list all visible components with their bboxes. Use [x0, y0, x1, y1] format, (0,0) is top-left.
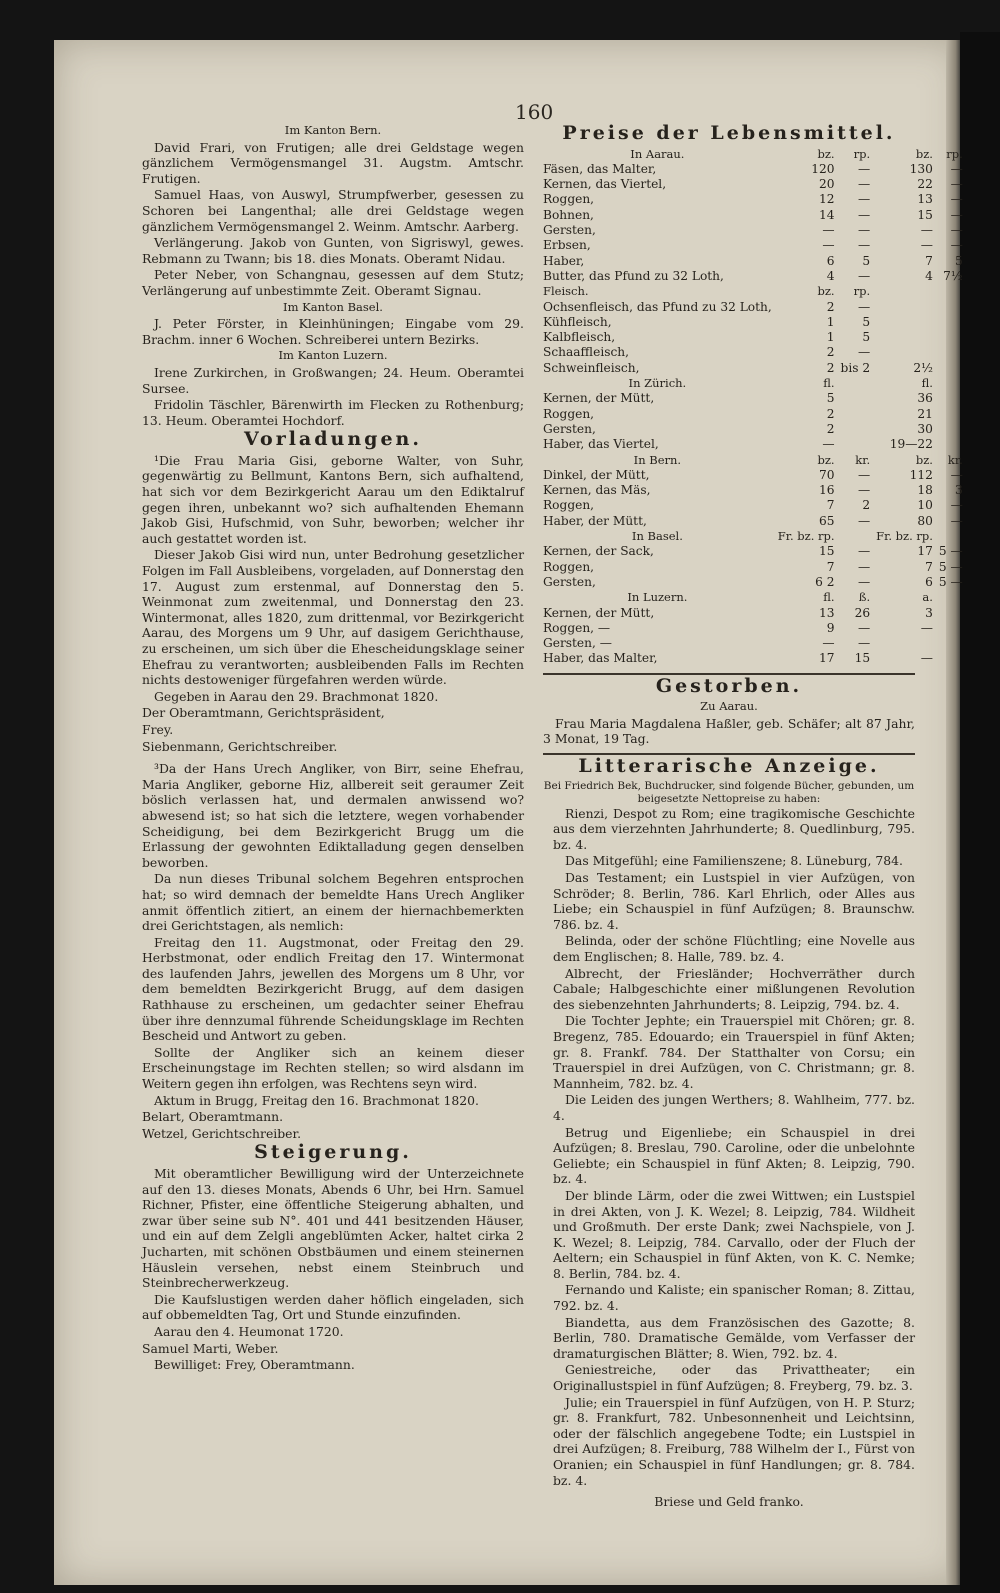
price-cell: kr. — [947, 452, 963, 467]
price-town-row — [543, 453, 963, 468]
price-cell — [835, 376, 871, 391]
price-row — [543, 422, 963, 437]
price-cell — [835, 422, 871, 437]
price-cell — [933, 651, 963, 666]
price-cell: 4 — [826, 268, 835, 283]
item-name: Dinkel, der Mütt, — [543, 467, 650, 482]
price-cell: 5 — [862, 253, 871, 268]
paragraph: Die Tochter Jephte; ein Trauerspiel mit Chören; gr. 8. Bregenz, 785. Edouardo; ein Trauerspiel in fünf Akten; gr. 8. Frankf. 784. Der Statthalter von Corsu; ein Trauerspiel in drei Aufzügen, von C. Christmann; gr. 8. Mannheim, 782. bz. 4. — [553, 1013, 915, 1091]
price-cell — [933, 636, 963, 651]
item-name: Gersten, — [543, 574, 596, 589]
price-cell: — — [857, 483, 871, 498]
price-cell: — — [857, 192, 871, 207]
price-row — [543, 315, 963, 330]
item-name: Schweinfleisch, — [543, 360, 640, 375]
price-row — [543, 177, 963, 192]
price-cell — [933, 376, 963, 391]
price-cell: 15 — [917, 207, 933, 222]
town-name: In Luzern. — [627, 590, 688, 605]
price-cell: — — [950, 498, 963, 513]
paragraph: Aarau den 4. Heumonat 1720. — [154, 1323, 344, 1339]
paragraph: Julie; ein Trauerspiel in fünf Aufzügen, von H. P. Sturz; gr. 8. Frankfurt, 782. Unbesonnenheit und Leichtsinn, oder der fälschlich angegebene Todte; ein Lustspiel in drei Aufzügen; 8. Freiburg, 788 Wilhelm der I., Fürst von Oranien; ein Schauspiel in fünf Handlungen; gr. 8. 784. bz. 4. — [553, 1394, 915, 1488]
paragraph: J. Peter Förster, in Kleinhüningen; Eingabe vom 29. Brachm. inner 6 Wochen. Schreiberei untern Bezirks. — [142, 316, 524, 347]
paragraph: Fernando und Kaliste; ein spanischer Roman; 8. Zittau, 792. bz. 4. — [553, 1282, 915, 1314]
price-row — [543, 391, 963, 406]
price-row — [543, 606, 963, 621]
price-cell: fl. — [823, 376, 835, 391]
price-cell: rp. — [853, 284, 871, 299]
price-cell: 12 — [819, 192, 835, 207]
price-cell: 3 — [954, 483, 963, 498]
steigerung-heading: Steigerung. — [254, 1141, 412, 1164]
price-cell — [933, 529, 963, 544]
price-cell: 15 — [854, 651, 871, 666]
signature-line: Samuel Marti, Weber. — [142, 1340, 279, 1356]
price-cell: 21 — [917, 406, 933, 421]
price-cell: 26 — [854, 605, 871, 620]
paragraph: Gegeben in Aarau den 29. Brachmonat 1820. — [154, 688, 439, 704]
binding-shadow — [960, 32, 1000, 1593]
price-row — [543, 514, 963, 529]
price-cell: Fr. bz. rp. — [876, 529, 933, 544]
paragraph: Fridolin Täschler, Bärenwirth im Flecken zu Rothenburg; 13. Heum. Oberamtei Hochdorf. — [142, 397, 524, 428]
price-cell: 2 — [826, 299, 835, 314]
price-cell: — — [857, 299, 871, 314]
price-cell: 7½ — [943, 268, 963, 283]
price-cell: 2 — [826, 360, 835, 375]
price-row — [543, 330, 963, 345]
signature-line: Siebenmann, Gerichtschreiber. — [142, 738, 338, 754]
paragraph: Sollte der Angliker sich an keinem dieser Erscheinungstage im Rechten stellen; so wird alsdann im Weitern gegen ihn erfolgen, was Rechtens seyn wird. — [142, 1044, 524, 1092]
price-cell — [933, 606, 963, 621]
price-cell: — — [857, 467, 871, 482]
price-row — [543, 407, 963, 422]
item-name: Haber, das Malter, — [543, 651, 658, 666]
prices-heading: Preise der Lebensmittel. — [562, 122, 896, 144]
item-name: Erbsen, — [543, 238, 591, 253]
town-name: In Aarau. — [630, 146, 685, 161]
price-cell: — — [920, 223, 933, 238]
price-cell: — — [857, 207, 871, 222]
price-cell: — — [822, 636, 835, 651]
subheading: Im Kanton Luzern. — [278, 348, 388, 363]
price-cell — [933, 422, 963, 437]
left-column — [142, 122, 524, 1374]
paragraph: Biandetta, aus dem Französischen des Gazotte; 8. Berlin, 780. Dramatische Gemälde, vom Verfasser der dramaturgischen Blätter; 8. Wien, 792. bz. 4. — [553, 1314, 915, 1361]
price-cell: 1 — [826, 314, 835, 329]
price-cell — [933, 407, 963, 422]
book-list — [543, 806, 915, 1489]
lit-intro: Bei Friedrich Bek, Buchdrucker, sind folgende Bücher, gebunden, um beigesetzte Nettopreise zu haben: — [543, 779, 915, 805]
lit-footer: Briese und Geld franko. — [654, 1494, 804, 1510]
price-cell — [933, 330, 963, 345]
price-cell — [933, 590, 963, 605]
price-cell: 7 — [826, 498, 835, 513]
price-cell — [835, 529, 871, 544]
price-cell: 17 — [917, 544, 933, 559]
price-cell: — — [857, 620, 871, 635]
item-name: Roggen, — — [543, 620, 611, 635]
price-cell: — — [822, 238, 835, 253]
item-name: Schaaffleisch, — [543, 345, 630, 360]
subheading: Im Kanton Bern. — [284, 123, 382, 137]
price-row — [543, 238, 963, 253]
paragraph: Rienzi, Despot zu Rom; eine tragikomische Geschichte aus dem vierzehnten Jahrhunderte; 8. Quedlinburg, 795. bz. 4. — [553, 805, 915, 852]
price-cell — [933, 300, 963, 315]
item-name: Kalbfleisch, — [543, 330, 616, 345]
steigerung-notice — [142, 1166, 524, 1373]
price-cell: 2 — [826, 345, 835, 360]
price-row — [543, 345, 963, 360]
paragraph: Peter Neber, von Schangnau, gesessen auf dem Stutz; Verlängerung auf unbestimmte Zeit. Oberamt Signau. — [142, 267, 524, 298]
paragraph: ¹Die Frau Maria Gisi, geborne Walter, von Suhr, gegenwärtig zu Bellmunt, Kantons Bern, sich aufhaltend, hat sich vor dem Bezirkgericht Aarau um den Ediktalruf gegen ihren, unbekannt wo? sich aufhaltenden Ehemann Jakob Gisi, Hufschmid, von Suhr, beworben; welcher ihr auch gestattet worden ist. — [142, 452, 524, 546]
vorladung-gisi — [142, 453, 524, 754]
paragraph: Betrug und Eigenliebe; ein Schauspiel in drei Aufzügen; 8. Breslau, 790. Caroline, oder die unbelohnte Geliebte; ein Schauspiel in fünf Akten; 8. Leipzig, 790. bz. 4. — [553, 1124, 915, 1187]
price-cell: — — [857, 177, 871, 192]
price-cell: — — [857, 223, 871, 238]
price-row — [543, 300, 963, 315]
paragraph: Albrecht, der Friesländer; Hochverräther durch Cabale; Halbgeschichte einer mißlungenen Revolution des siebenzehnten Jahrhunderts; 8. Leipzig, 794. bz. 4. — [553, 965, 915, 1012]
price-cell: 5 — — [938, 559, 963, 574]
price-row — [543, 208, 963, 223]
price-cell: 7 — [925, 253, 933, 268]
price-cell: 120 — [811, 161, 835, 176]
price-cell: fl. — [921, 376, 933, 391]
item-name: Roggen, — [543, 192, 595, 207]
price-cell: 5 — [862, 330, 871, 345]
paragraph: Mit oberamtlicher Bewilligung wird der Unterzeichnete auf den 13. dieses Monats, Abends 6 Uhr, bei Hrn. Samuel Richner, Pfister, eine öffentliche Steigerung abhalten, und zwar über seine sub N°. 401 und 441 besitzenden Häuser, und ein auf dem Zelgli angeblümten Acker, haltet cirka 2 Jucharten, mit schönen Obstbäumen und einem steinernen Häuslein versehen, nebst einem Steinbruch und Steinbrecherwerkzeug. — [142, 1166, 524, 1291]
price-cell: ß. — [858, 590, 871, 605]
price-cell: Fr. bz. rp. — [777, 529, 835, 544]
price-cell: 5 — [954, 253, 963, 268]
price-cell: 6 2 — [815, 574, 835, 589]
item-name: Kernen, der Mütt, — [543, 605, 655, 620]
paragraph: Samuel Haas, von Auswyl, Strumpfwerber, gesessen zu Schoren bei Langenthal; alle drei Geldstage wegen gänzlichem Vermögensmangel 2. Weinm. Amtschr. Aarberg. — [142, 187, 524, 234]
vorladung-angliker — [142, 761, 524, 1141]
price-row — [543, 254, 963, 269]
price-cell: — — [950, 238, 963, 253]
price-cell — [870, 330, 933, 345]
lit-heading: Litterarische Anzeige. — [578, 755, 880, 778]
price-cell: 112 — [909, 467, 933, 482]
price-cell: 4 — [925, 268, 933, 283]
price-cell: 1 — [826, 330, 835, 345]
gestorben-text: Frau Maria Magdalena Haßler, geb. Schäfer; alt 87 Jahr, 3 Monat, 19 Tag. — [543, 715, 915, 747]
price-cell: 14 — [819, 207, 835, 222]
item-name: Haber, das Viertel, — [543, 437, 659, 452]
item-name: Roggen, — [543, 559, 595, 574]
price-cell: — — [950, 207, 963, 222]
price-cell — [870, 636, 933, 651]
price-cell: 70 — [819, 467, 835, 482]
price-cell: 5 — [862, 314, 871, 329]
price-cell: 80 — [917, 513, 933, 528]
price-cell: 10 — [917, 498, 933, 513]
price-cell: — — [950, 161, 963, 176]
item-name: Haber, — [543, 253, 585, 268]
paragraph: Belinda, oder der schöne Flüchtling; eine Novelle aus dem Englischen; 8. Halle, 789. bz. 4. — [553, 933, 915, 964]
price-cell: 2 — [862, 498, 871, 513]
price-cell: 36 — [917, 391, 933, 406]
price-cell: 17 — [819, 651, 835, 666]
price-cell: 65 — [819, 513, 835, 528]
price-cell: — — [950, 192, 963, 207]
price-cell: 5 — — [938, 544, 963, 559]
paragraph: Aktum in Brugg, Freitag den 16. Brachmonat 1820. — [154, 1092, 479, 1108]
signature-line: Frey. — [142, 721, 174, 737]
price-cell: — — [822, 437, 835, 452]
town-name: In Basel. — [631, 529, 683, 544]
paragraph: ³Da der Hans Urech Angliker, von Birr, seine Ehefrau, Maria Angliker, geborne Hiz, allbereit seit geraumer Zeit böslich verlassen hat, und dermalen anwissend wo? abwesend ist; so hat sich die letztere, wegen vorhabender Scheidigung, bei dem Bezirkgericht Brugg um die Erlassung der gewohnten Ediktalladung gegen denselben beworben. — [142, 761, 524, 870]
price-table — [543, 147, 963, 667]
paragraph: David Frari, von Frutigen; alle drei Geldstage wegen gänzlichem Vermögensmangel 31. Augstm. Amtschr. Frutigen. — [142, 139, 524, 186]
price-cell: 13 — [917, 192, 933, 207]
price-cell: 9 — [826, 620, 835, 635]
item-name: Roggen, — [543, 406, 595, 421]
price-cell: 6 — [826, 253, 835, 268]
signature-line: Belart, Oberamtmann. — [142, 1109, 284, 1125]
price-row — [543, 498, 963, 513]
price-cell: — — [950, 513, 963, 528]
item-name: Gersten, — [543, 223, 596, 238]
price-town-row — [543, 147, 963, 162]
price-cell — [933, 621, 963, 636]
paragraph: Verlängerung. Jakob von Gunten, von Sigriswyl, gewes. Rebmann zu Twann; bis 18. dies Monats. Oberamt Nidau. — [142, 235, 524, 266]
price-row — [543, 192, 963, 207]
item-name: Bohnen, — [543, 207, 594, 222]
price-cell: — — [822, 223, 835, 238]
item-name: Kernen, das Viertel, — [543, 177, 667, 192]
price-cell: 5 — — [938, 574, 963, 589]
price-cell: 19—22 — [889, 437, 933, 452]
paragraph: Das Mitgefühl; eine Familienszene; 8. Lüneburg, 784. — [565, 853, 903, 869]
signature-line: Der Oberamtmann, Gerichtspräsident, — [142, 705, 385, 721]
subheading: Im Kanton Basel. — [283, 299, 383, 314]
price-row — [543, 651, 963, 666]
vorladungen-heading: Vorladungen. — [244, 428, 422, 451]
price-cell — [933, 391, 963, 406]
item-name: Gersten, — — [543, 636, 612, 651]
item-name: Kernen, der Sack, — [543, 544, 654, 559]
price-cell — [870, 315, 933, 330]
gestorben-place: Zu Aarau. — [700, 699, 758, 714]
price-cell — [933, 361, 963, 376]
paragraph: Die Leiden des jungen Werthers; 8. Wahlheim, 777. bz. 4. — [553, 1092, 915, 1123]
gestorben-heading: Gestorben. — [655, 674, 803, 697]
price-cell: bz. — [915, 452, 933, 467]
price-cell: bis 2 — [840, 360, 871, 375]
item-name: Fleisch. — [543, 284, 589, 299]
price-row — [543, 468, 963, 483]
price-cell — [870, 300, 933, 315]
price-cell: 3 — [925, 605, 933, 620]
item-name: Kernen, der Mütt, — [543, 391, 655, 406]
price-town-row — [543, 529, 963, 544]
price-cell: — — [857, 238, 871, 253]
town-name: In Zürich. — [628, 376, 687, 391]
paragraph: Dieser Jakob Gisi wird nun, unter Bedrohung gesetzlicher Folgen im Fall Ausbleibens, vorgeladen, auf Donnerstag den 17. August zum erstenmal, auf Donnerstag den 5. Weinmonat zum zweitenmal, und Donnerstag den 23. Wintermonat, alles 1820, zum drittenmal, vor Bezirkgericht Aarau, des Morgens um 9 Uhr, auf dasigem Gerichthause, zu erscheinen, um sich über die Ehescheidungsklage seiner Ehefrau zu verantworten; ausbleibenden Falls im Rechten nichts destoweniger fürgefahren werden würde. — [142, 547, 524, 688]
item-name: Roggen, — [543, 498, 595, 513]
price-cell: — — [857, 559, 871, 574]
paragraph: Geniestreiche, oder das Privattheater; ein Originallustspiel in fünf Aufzügen; 8. Freyberg, 79. bz. 3. — [553, 1362, 915, 1394]
paragraph: Bewilliget: Frey, Oberamtmann. — [154, 1357, 355, 1373]
price-cell: rp. — [853, 146, 871, 161]
price-row — [543, 284, 963, 299]
price-cell: — — [950, 177, 963, 192]
price-cell: bz. — [915, 146, 933, 161]
price-row — [543, 223, 963, 238]
price-cell: — — [920, 238, 933, 253]
price-cell: — — [857, 345, 871, 360]
price-cell: 13 — [819, 605, 835, 620]
price-cell: bz. — [817, 146, 835, 161]
price-cell: 30 — [917, 421, 933, 436]
price-cell: — — [857, 574, 871, 589]
price-row — [543, 269, 963, 284]
price-cell — [870, 345, 933, 360]
item-name: Butter, das Pfund zu 32 Loth, — [543, 268, 724, 283]
price-cell: 7 — [925, 559, 933, 574]
price-cell: 22 — [917, 177, 933, 192]
price-town-row — [543, 590, 963, 605]
price-cell: 2 — [826, 406, 835, 421]
price-cell: — — [950, 467, 963, 482]
price-row — [543, 575, 963, 590]
price-row — [543, 437, 963, 452]
price-row — [543, 636, 963, 651]
signature-line: Wetzel, Gerichtschreiber. — [142, 1125, 302, 1141]
price-cell: 6 — [925, 574, 933, 589]
price-town-row — [543, 376, 963, 391]
price-cell — [933, 437, 963, 452]
item-name: Kühfleisch, — [543, 314, 612, 329]
price-cell — [835, 407, 871, 422]
price-cell: bz. — [817, 452, 835, 467]
price-cell: — — [857, 544, 871, 559]
price-cell: — — [920, 620, 933, 635]
price-cell: a. — [922, 590, 933, 605]
paragraph: Die Kaufslustigen werden daher höflich eingeladen, sich auf obbemeldten Tag, Ort und Stunde einzufinden. — [142, 1291, 524, 1323]
price-cell — [933, 315, 963, 330]
price-cell: 2½ — [913, 360, 933, 375]
price-cell: — — [857, 268, 871, 283]
price-cell: — — [857, 513, 871, 528]
item-name: Fäsen, das Malter, — [543, 161, 657, 176]
item-name: Kernen, das Mäs, — [543, 483, 651, 498]
price-row — [543, 361, 963, 376]
price-cell: 5 — [826, 391, 835, 406]
item-name: Ochsenfleisch, das Pfund zu 32 Loth, — [543, 299, 772, 314]
price-cell: — — [950, 223, 963, 238]
price-cell: — — [857, 161, 871, 176]
price-cell: — — [857, 636, 871, 651]
price-cell: — — [920, 651, 933, 666]
price-row — [543, 621, 963, 636]
price-cell: 16 — [819, 483, 835, 498]
price-cell: 7 — [826, 559, 835, 574]
paragraph: Da nun dieses Tribunal solchem Begehren entsprochen hat; so wird demnach der bemeldte Hans Urech Angliker anmit öffentlich zitiert, an einem der hiernachbemerkten drei Gerichtstagen, als nemlich: — [142, 871, 524, 934]
price-row — [543, 483, 963, 498]
page-number: 160 — [515, 100, 554, 124]
item-name: Gersten, — [543, 421, 596, 436]
price-cell — [835, 437, 871, 452]
geldstage-section — [142, 123, 524, 428]
price-cell: 2 — [826, 421, 835, 436]
price-cell: 18 — [917, 483, 933, 498]
price-cell — [933, 345, 963, 360]
price-cell: 130 — [909, 161, 933, 176]
price-cell: kr. — [855, 452, 871, 467]
price-row — [543, 544, 963, 559]
item-name: Haber, der Mütt, — [543, 513, 647, 528]
price-cell: 15 — [819, 544, 835, 559]
price-cell: fl. — [823, 590, 835, 605]
paragraph: Freitag den 11. Augstmonat, oder Freitag den 29. Herbstmonat, oder endlich Freitag den 17. Wintermonat des laufenden Jahrs, jewellen des Morgens um 8 Uhr, vor dem bemeldten Bezirkgericht Brugg, auf dem dasigen Rathhause zu erscheinen, um gedachter seiner Ehefrau über ihre dennzumal führende Scheidungsklage im Rechten Bescheid und Antwort zu geben. — [142, 934, 524, 1044]
price-cell: bz. — [817, 284, 835, 299]
price-row — [543, 162, 963, 177]
price-cell: 20 — [819, 177, 835, 192]
paragraph: Irene Zurkirchen, in Großwangen; 24. Heum. Oberamtei Sursee. — [142, 364, 524, 396]
paragraph: Das Testament; ein Lustspiel in vier Aufzügen, von Schröder; 8. Berlin, 786. Karl Ehrlich, oder Alles aus Liebe; ein Schauspiel in fünf Aufzügen; 8. Braunschw. 786. bz. 4. — [553, 870, 915, 932]
town-name: In Bern. — [633, 452, 682, 467]
right-column — [543, 122, 963, 1510]
price-cell — [870, 284, 933, 299]
paragraph: Der blinde Lärm, oder die zwei Wittwen; ein Lustspiel in drei Akten, von J. K. Wezel; 8. Leipzig, 784. Wildheit und Großmuth. Der erste Dank; zwei Nachspiele, von J. K. Wezel; 8. Leipzig, 784. Carvallo, oder der Fluch der Aeltern; ein Schauspiel in fünf Akten, von K. C. Nemke; 8. Berlin, 784. bz. 4. — [553, 1187, 915, 1281]
price-cell — [933, 284, 963, 299]
price-cell: rp. — [946, 146, 963, 161]
price-cell — [835, 391, 871, 406]
price-row — [543, 560, 963, 575]
